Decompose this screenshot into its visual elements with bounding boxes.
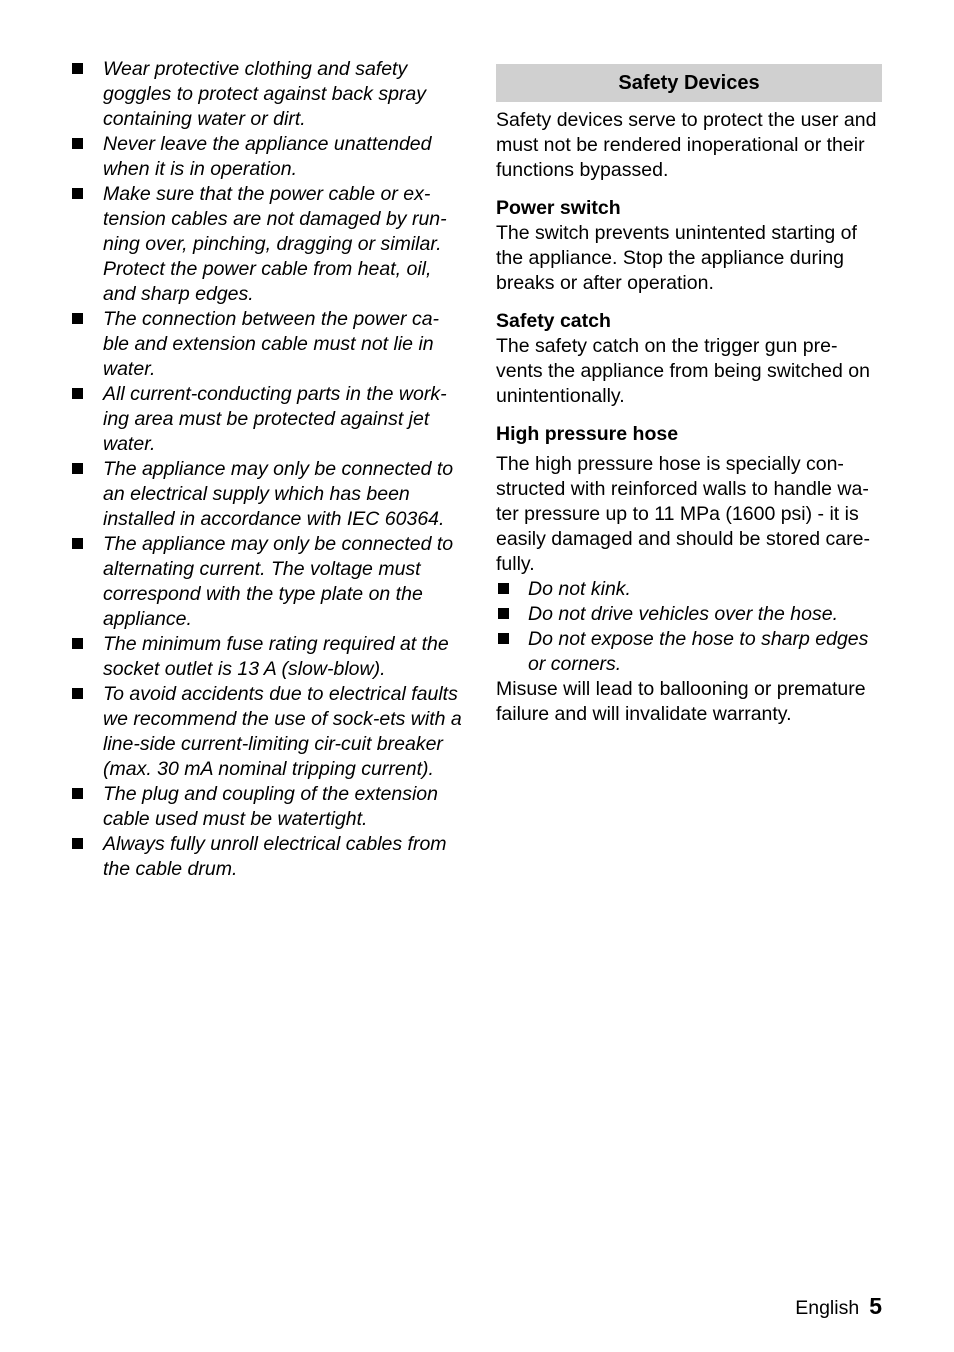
high-pressure-hose-block bbox=[496, 422, 882, 727]
square-bullet-icon bbox=[72, 313, 83, 324]
square-bullet-icon bbox=[498, 633, 509, 644]
power-switch-heading: Power switch bbox=[496, 197, 621, 219]
list-item-text: The appliance may only be connected to alternating current. The voltage must correspond with the type plate on the appliance. bbox=[103, 533, 454, 630]
list-item-text: To avoid accidents due to electrical faults we recommend the use of sock-ets with a line-side current-limiting cir-cuit breaker (max. 30 mA nominal tripping current). bbox=[103, 683, 462, 780]
square-bullet-icon bbox=[72, 788, 83, 799]
power-switch-block bbox=[496, 196, 882, 296]
section-title: Safety Devices bbox=[496, 64, 882, 102]
power-switch-text: The switch prevents unintented starting of the appliance. Stop the appliance during breaks or after operation. bbox=[496, 222, 857, 294]
list-item-text: Make sure that the power cable or ex-tension cables are not damaged by run-ning over, pinching, dragging or similar. Protect the power cable from heat, oil, and sharp edges. bbox=[103, 183, 447, 305]
list-item-text: Always fully unroll electrical cables from the cable drum. bbox=[103, 833, 447, 880]
safety-catch-block bbox=[496, 309, 882, 409]
list-item bbox=[72, 132, 464, 182]
square-bullet-icon bbox=[498, 608, 509, 619]
list-item bbox=[72, 307, 464, 382]
square-bullet-icon bbox=[72, 638, 83, 649]
list-item-text: All current-conducting parts in the work-ing area must be protected against jet water. bbox=[103, 383, 447, 455]
square-bullet-icon bbox=[498, 583, 509, 594]
safety-instructions-list bbox=[72, 57, 464, 882]
list-item-text: Do not expose the hose to sharp edges or corners. bbox=[528, 628, 869, 675]
list-item bbox=[72, 382, 464, 457]
high-pressure-hose-text: The high pressure hose is specially con-structed with reinforced walls to handle wa-ter pressure up to 11 MPa (1600 psi) - it is easily damaged and should be stored care-fully. bbox=[496, 453, 870, 575]
list-item bbox=[496, 602, 882, 627]
square-bullet-icon bbox=[72, 188, 83, 199]
safety-catch-heading: Safety catch bbox=[496, 310, 611, 332]
square-bullet-icon bbox=[72, 463, 83, 474]
list-item-text: The appliance may only be connected to an electrical supply which has been installed in accordance with IEC 60364. bbox=[103, 458, 454, 530]
list-item-text: The plug and coupling of the extension cable used must be watertight. bbox=[103, 783, 438, 830]
list-item bbox=[72, 782, 464, 832]
list-item-text: The connection between the power ca-ble and extension cable must not lie in water. bbox=[103, 308, 440, 380]
safety-catch-text: The safety catch on the trigger gun pre-vents the appliance from being switched on unintentionally. bbox=[496, 335, 870, 407]
list-item-text: Do not kink. bbox=[528, 578, 631, 600]
list-item-text: Wear protective clothing and safety goggles to protect against back spray containing water or dirt. bbox=[103, 58, 427, 130]
high-pressure-hose-heading: High pressure hose bbox=[496, 423, 679, 445]
list-item-text: Never leave the appliance unattended when it is in operation. bbox=[103, 133, 432, 180]
footer-language: English bbox=[795, 1297, 860, 1319]
page-number: 5 bbox=[869, 1293, 882, 1319]
square-bullet-icon bbox=[72, 688, 83, 699]
hose-warnings-list bbox=[496, 577, 882, 677]
square-bullet-icon bbox=[72, 63, 83, 74]
list-item bbox=[72, 457, 464, 532]
square-bullet-icon bbox=[72, 838, 83, 849]
intro-paragraph: Safety devices serve to protect the user and must not be rendered inoperational or their functions bypassed. bbox=[496, 109, 877, 181]
list-item-text: Do not drive vehicles over the hose. bbox=[528, 603, 839, 625]
list-item bbox=[72, 632, 464, 682]
right-column bbox=[496, 64, 882, 727]
list-item-text: The minimum fuse rating required at the socket outlet is 13 A (slow-blow). bbox=[103, 633, 449, 680]
square-bullet-icon bbox=[72, 388, 83, 399]
list-item bbox=[496, 627, 882, 677]
list-item bbox=[72, 532, 464, 632]
left-column bbox=[72, 57, 464, 882]
list-item bbox=[72, 682, 464, 782]
square-bullet-icon bbox=[72, 138, 83, 149]
misuse-warning-text: Misuse will lead to ballooning or premature failure and will invalidate warranty. bbox=[496, 678, 866, 725]
list-item bbox=[72, 57, 464, 132]
square-bullet-icon bbox=[72, 538, 83, 549]
page-footer bbox=[795, 1294, 882, 1321]
list-item bbox=[496, 577, 882, 602]
list-item bbox=[72, 832, 464, 882]
list-item bbox=[72, 182, 464, 307]
